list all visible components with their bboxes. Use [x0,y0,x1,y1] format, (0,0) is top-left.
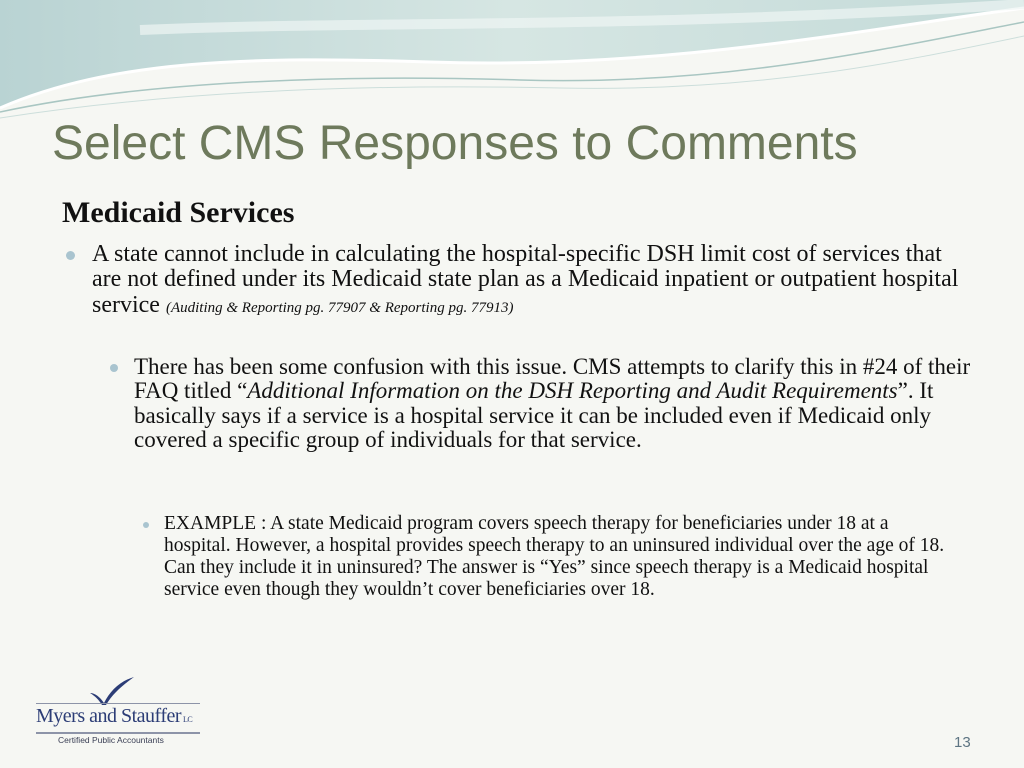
logo-rule [36,732,200,734]
section-heading: Medicaid Services [62,196,295,229]
bullet-dot-icon [66,251,75,260]
bullet-citation: (Auditing & Reporting pg. 77907 & Reporting pg. 77913) [165,299,514,316]
logo-name-text: Myers and Stauffer [36,705,182,727]
bullet-level-3 [164,513,954,601]
bullet-dot-icon [110,364,118,372]
logo-name [36,705,192,728]
company-logo [34,676,210,748]
bullet-dot-icon [143,522,149,528]
bullet-level-1 [92,242,972,318]
bullet-text: A state cannot include in calculating the hospital-specific DSH limit cost of services that are not defined under its Medicaid state plan as a Medicaid inpatient or outpatient hospital service [92,241,959,318]
logo-tagline: Certified Public Accountants [58,735,164,745]
logo-suffix: LC [183,715,193,724]
checkmark-icon [86,676,138,706]
logo-rule [36,703,200,704]
slide-number: 13 [954,734,971,751]
bullet-text: There has been some confusion with this issue. CMS attempts to clarify this in #24 of their FAQ titled “ [134,354,971,404]
slide-title: Select CMS Responses to Comments [52,117,858,170]
bullet-text: EXAMPLE : A state Medicaid program covers speech therapy for beneficiaries under 18 at a hospital. However, a hospital provides speech therapy to an uninsured individual over the age of 18. Can they include it in uninsured? The answer is “Yes” since speech therapy is a Medicaid hospital service even though they wouldn’t cover beneficiaries over 18. [164,513,945,601]
bullet-emphasis: Additional Information on the DSH Reporting and Audit Requirements [247,378,898,404]
bullet-text-continued: ”. It basically says if a service is a hospital service it can be included even if Medicaid only covered a specific group of individuals for that service. [134,378,934,453]
bullet-level-2 [134,355,974,453]
